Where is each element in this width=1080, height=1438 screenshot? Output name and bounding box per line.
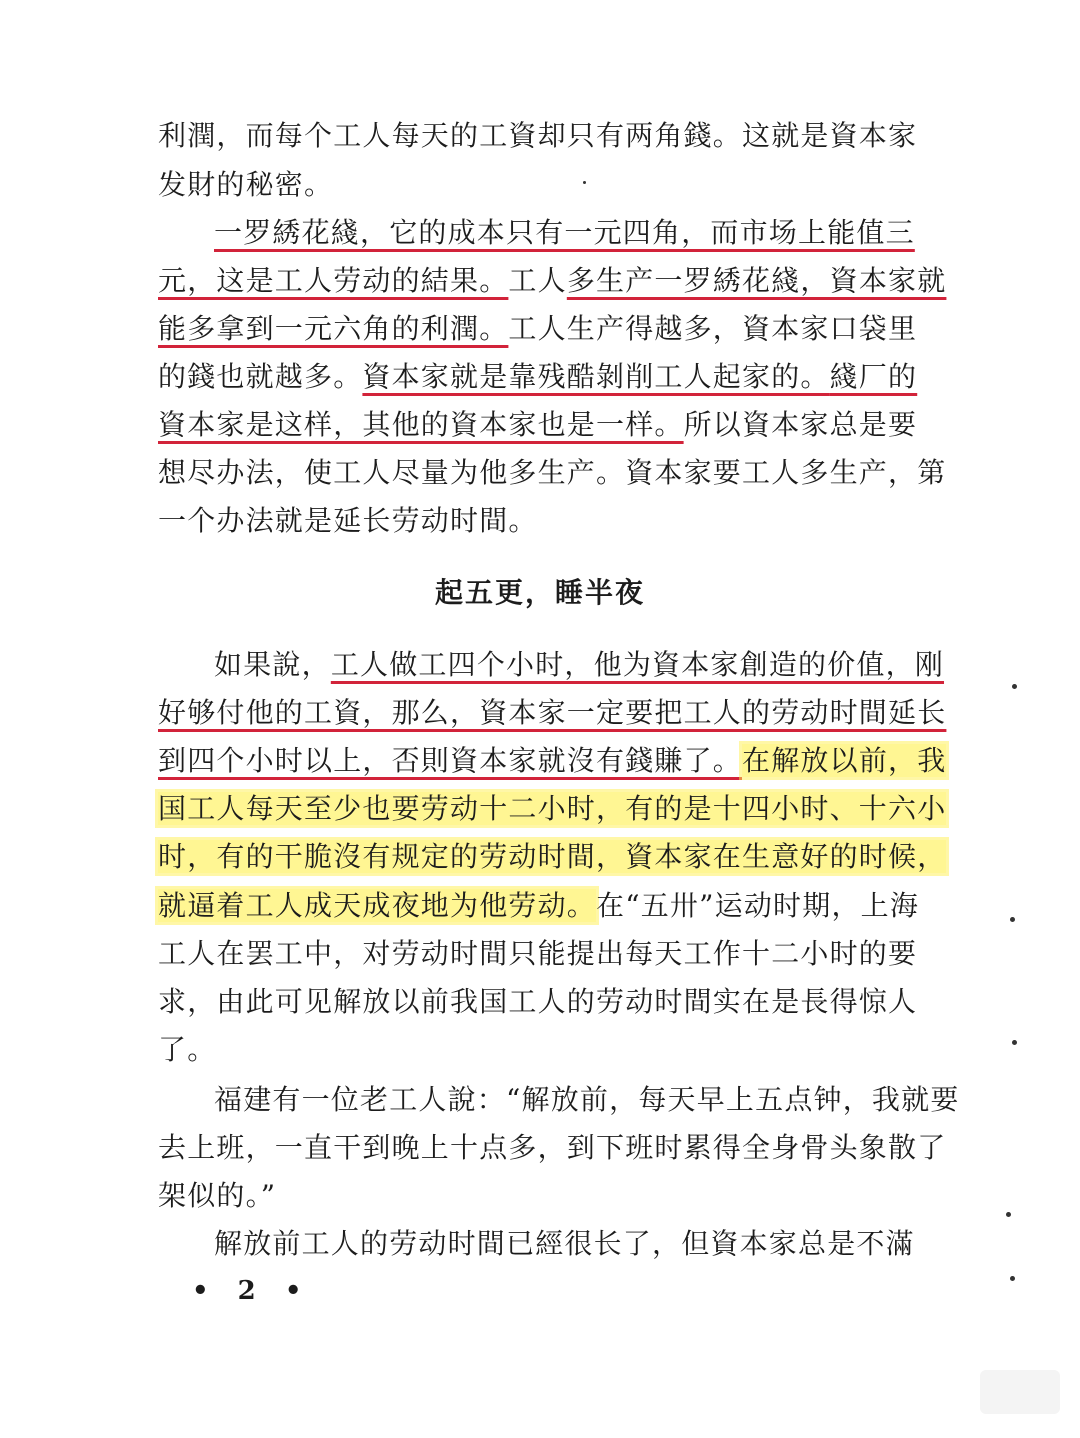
text-segment: 了。: [158, 1033, 217, 1066]
text-segment: 架似的。”: [158, 1179, 277, 1212]
text-line: [158, 213, 915, 253]
scan-speck: [1010, 917, 1015, 922]
text-segment: 工人: [508, 264, 567, 297]
text-line: [158, 934, 918, 974]
scan-speck: [1012, 1040, 1017, 1045]
scan-smudge: [980, 1370, 1060, 1414]
text-line: [158, 982, 918, 1022]
text-segment: 工人在罢工中，对劳动时間只能提出每天工作十二小时的要: [158, 937, 918, 970]
text-line: [158, 309, 918, 349]
text-line: [158, 261, 947, 301]
underlined-text: 資本家是这样，其他的資本家也是一样。: [158, 408, 684, 441]
underlined-text: 好够付他的工資，那么，資本家一定要把工人的劳动时間延长: [158, 696, 947, 729]
text-line: [158, 789, 947, 829]
scan-speck: [1010, 1276, 1015, 1281]
text-line: [158, 886, 920, 926]
text-line: [158, 1128, 947, 1168]
text-line: [158, 837, 947, 877]
highlighted-text: 时，有的干脆沒有规定的劳动时間，資本家在生意好的时候，: [158, 840, 947, 873]
text-line: [158, 501, 888, 541]
text-segment: 福建有一位老工人說：“解放前，每天早上五点钟，我就要: [214, 1083, 960, 1116]
text-line: [158, 1224, 915, 1264]
page-number: • 2 •: [192, 1276, 312, 1306]
underlined-text: 到四个小时以上，否則資本家就沒有錢賺了。: [158, 744, 743, 777]
text-segment: 想尽办法，使工人尽量为他多生产。資本家要工人多生产，第: [158, 456, 947, 489]
text-line: [158, 741, 947, 781]
underlined-text: 元，这是工人劳动的結果。: [158, 264, 509, 297]
text-line: [158, 1176, 888, 1216]
text-segment: 在“五卅”运动时期，上海: [596, 889, 920, 922]
text-segment: 的錢也就越多。: [158, 360, 363, 393]
text-segment: 发財的秘密。: [158, 168, 334, 201]
text-line: [158, 693, 947, 733]
text-segment: 工人生产得越多，資本家口袋里: [508, 312, 918, 345]
text-line: [158, 1080, 960, 1120]
underlined-text: 工人做工四个小时，他为資本家創造的价值，刚: [330, 648, 945, 681]
section-heading: 起五更，睡半夜: [434, 576, 645, 609]
scan-speck: [1012, 684, 1017, 689]
text-line: [158, 165, 888, 205]
underlined-text: 能多拿到一元六角的利潤。: [158, 312, 509, 345]
text-line: [158, 453, 947, 493]
text-segment: 所以資本家总是要: [683, 408, 918, 441]
underlined-text: 資本家就是靠残酷剝削工人起家的。: [362, 360, 830, 393]
highlighted-text: 在解放以前，我: [742, 744, 947, 777]
text-line: [158, 116, 918, 156]
text-segment: 如果說，: [214, 648, 331, 681]
underlined-text: 一罗綉花綫，它的成本只有一元四角，而市场上能值三: [214, 216, 915, 249]
underlined-text: 綫厂的: [829, 360, 918, 393]
scan-speck: [583, 181, 586, 184]
scan-speck: [1006, 1212, 1011, 1217]
text-segment: 一个办法就是延长劳动时間。: [158, 504, 538, 537]
text-line: [158, 1030, 888, 1070]
text-segment: 求，由此可见解放以前我国工人的劳动时間实在是長得惊人: [158, 985, 918, 1018]
text-segment: 利潤，而每个工人每天的工資却只有两角錢。这就是資本家: [158, 119, 918, 152]
text-line: [158, 405, 918, 445]
text-line: [158, 645, 945, 685]
text-line: [158, 357, 918, 397]
text-segment: 去上班，一直干到晚上十点多，到下班时累得全身骨头象散了: [158, 1131, 947, 1164]
text-segment: 解放前工人的劳动时間已經很长了，但資本家总是不滿: [214, 1227, 915, 1260]
underlined-text: 多生产一罗綉花綫，資本家就: [566, 264, 947, 297]
highlighted-text: 就逼着工人成天成夜地为他劳动。: [158, 889, 597, 922]
highlighted-text: 国工人每天至少也要劳动十二小时，有的是十四小时、十六小: [158, 792, 947, 825]
